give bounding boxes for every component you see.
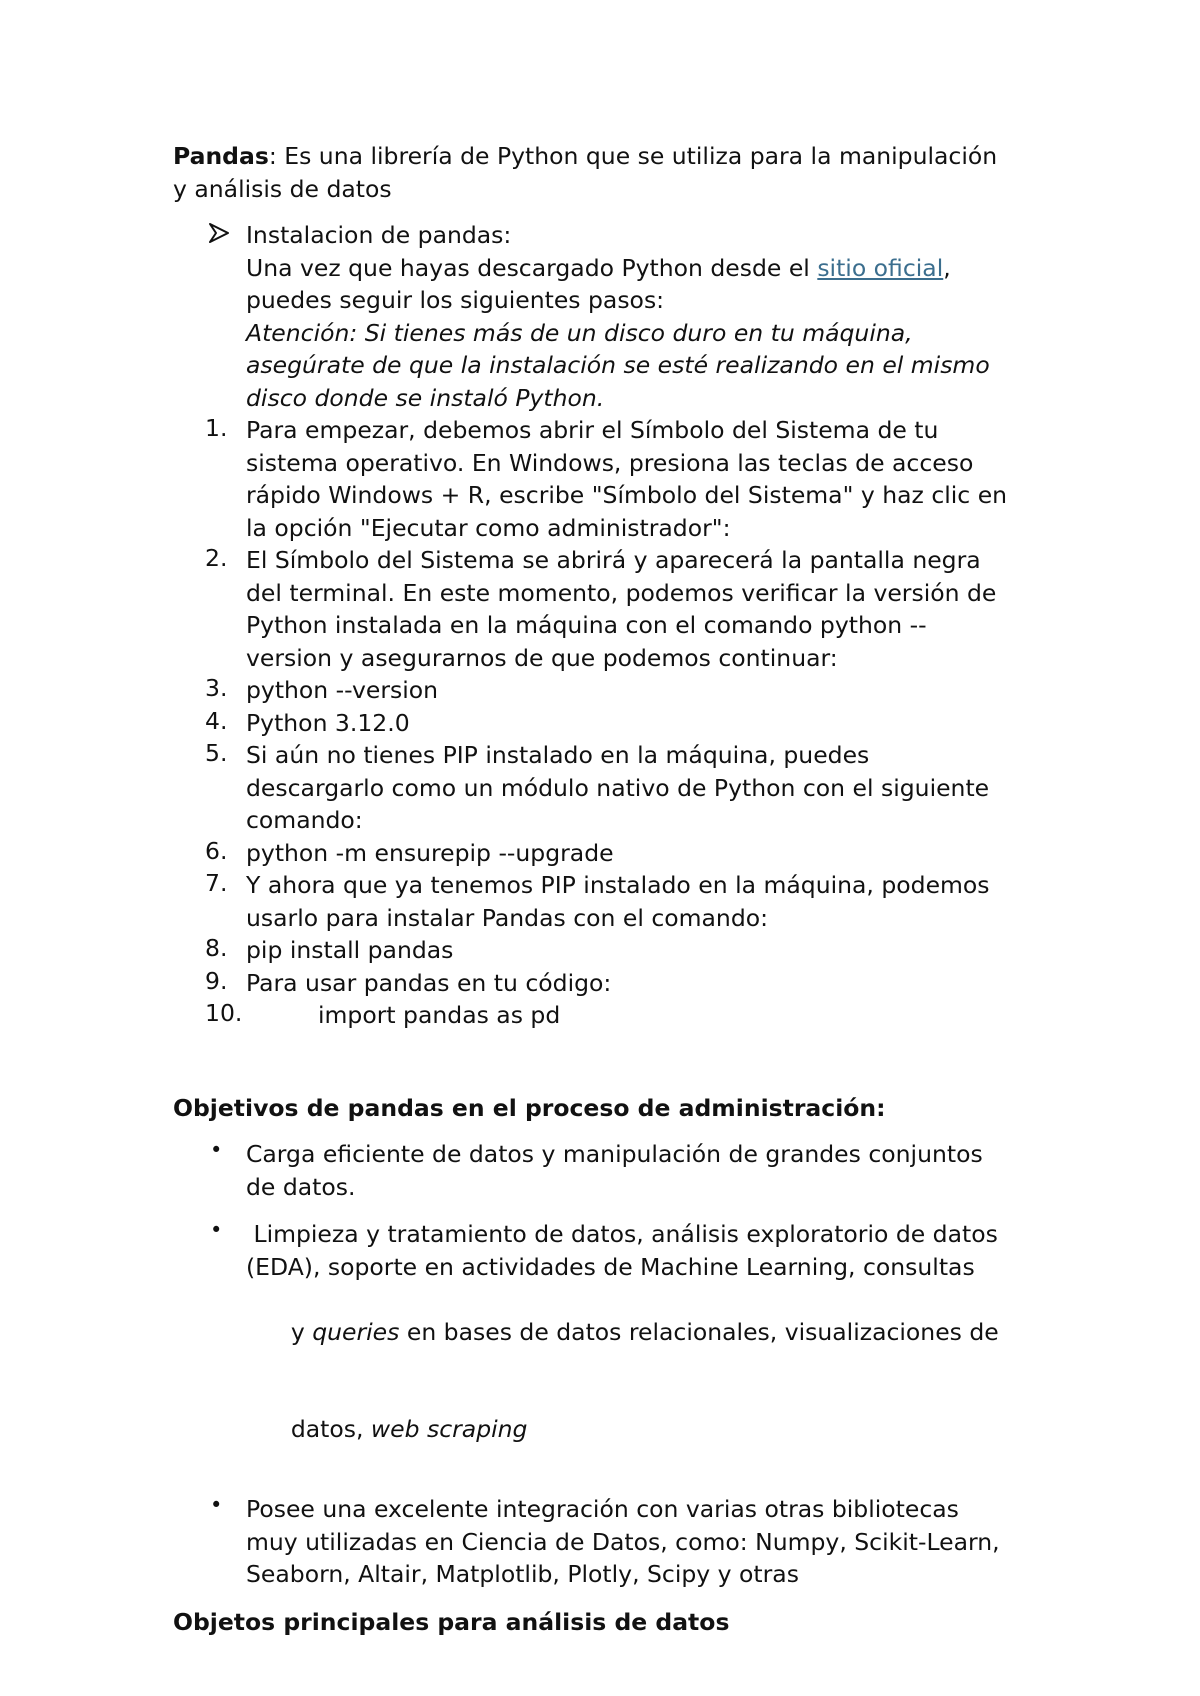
bullet-icon: • [210,1218,223,1242]
list-item [173,837,1053,870]
step-text: import pandas as pd [318,1001,561,1029]
bullet-text: muy utilizadas en Ciencia de Datos, como: Numpy, Scikit-Learn, [246,1527,1000,1556]
installation-text-line3: puedes seguir los siguientes pasos: [246,286,665,314]
bullet-text: (EDA), soporte en actividades de Machine Learning, consultas [246,1252,975,1281]
step-text: python -m ensurepip --upgrade [246,838,614,867]
list-item [173,707,1053,740]
spacer [173,1032,1053,1092]
list-number: 5. [205,739,228,767]
list-number: 2. [205,544,228,572]
step-text: usarlo para instalar Pandas con el comando: [246,903,769,932]
bullet-text-italic: queries [312,1317,400,1346]
objects-title: Objetos principales para análisis de datos [173,1607,730,1636]
list-item [173,1218,1053,1478]
bullet-text-italic: web scraping [370,1415,528,1443]
list-number: 10. [205,999,243,1027]
bullet-text: Carga eficiente de datos y manipulación de grandes conjuntos [246,1140,983,1168]
bullet-text: en bases de datos relacionales, visualizaciones de [399,1317,999,1346]
step-text: sistema operativo. En Windows, presiona las teclas de acceso [246,448,974,477]
list-number: 8. [205,934,228,962]
step-text: descargarlo como un módulo nativo de Python con el siguiente [246,773,990,802]
intro-text-line2: y análisis de datos [173,174,392,203]
step-text: python --version [246,676,439,704]
step-text: Python 3.12.0 [246,708,410,737]
intro-term: Pandas [173,142,269,170]
document-page [173,140,1053,1652]
list-item [173,544,1053,674]
warning-line: asegúrate de que la instalación se esté realizando en el mismo [246,351,990,379]
list-item [173,967,1053,1000]
installation-heading: Instalacion de pandas: [246,221,512,249]
warning-line: Atención: Si tienes más de un disco duro en tu máquina, [246,318,913,347]
list-number: 9. [205,966,228,995]
installation-text: Una vez que hayas descargado Python desde el [246,253,818,282]
list-item [173,1138,1053,1203]
intro-text: : Es una librería de Python que se utiliza para la manipulación [268,142,998,170]
list-item [173,999,1053,1032]
list-number: 3. [205,674,228,702]
step-text: la opción "Ejecutar como administrador": [246,513,731,542]
bullet-text: datos, [290,1415,371,1443]
list-item [173,869,1053,934]
bullet-icon: • [210,1493,223,1517]
step-text: Python instalada en la máquina con el comando python -- [246,611,927,639]
step-text: version y asegurarnos de que podemos continuar: [246,643,838,672]
step-text: del terminal. En este momento, podemos verificar la versión de [246,578,997,607]
list-item [173,934,1053,967]
step-text: Y ahora que ya tenemos PIP instalado en la máquina, podemos [246,871,990,899]
steps-list [173,414,1053,1032]
bullet-text: de datos. [246,1172,356,1201]
bullet-text: Limpieza y tratamiento de datos, análisis exploratorio de datos [246,1220,998,1248]
list-number: 1. [205,414,228,442]
bullet-text: Posee una excelente integración con varias otras bibliotecas [246,1495,959,1523]
bullet-text: y [290,1317,313,1346]
step-text: Para empezar, debemos abrir el Símbolo del Sistema de tu [246,416,939,444]
official-site-link[interactable]: sitio oficial [817,253,944,282]
list-number: 4. [205,706,228,735]
bullet-icon: • [210,1138,223,1162]
list-item [173,1493,1053,1591]
list-item [173,739,1053,837]
arrow-bullet-icon [208,220,230,246]
list-number: 7. [205,869,228,897]
installation-text-comma: , [943,253,951,282]
step-text: pip install pandas [246,936,454,964]
list-item [173,674,1053,707]
installation-item [173,219,1053,414]
objectives-title: Objetivos de pandas en el proceso de administración: [173,1093,886,1122]
list-number: 6. [205,836,228,865]
warning-line: disco donde se instaló Python. [246,383,605,412]
list-item [173,414,1053,544]
step-text: rápido Windows + R, escribe "Símbolo del Sistema" y haz clic en [246,481,1008,509]
step-text: comando: [246,806,363,834]
step-text: Para usar pandas en tu código: [246,968,612,997]
intro-paragraph [173,140,1053,205]
bullet-text: Seaborn, Altair, Matplotlib, Plotly, Scipy y otras [246,1560,799,1588]
step-text: Si aún no tienes PIP instalado en la máquina, puedes [246,741,870,769]
step-text: El Símbolo del Sistema se abrirá y aparecerá la pantalla negra [246,546,981,574]
